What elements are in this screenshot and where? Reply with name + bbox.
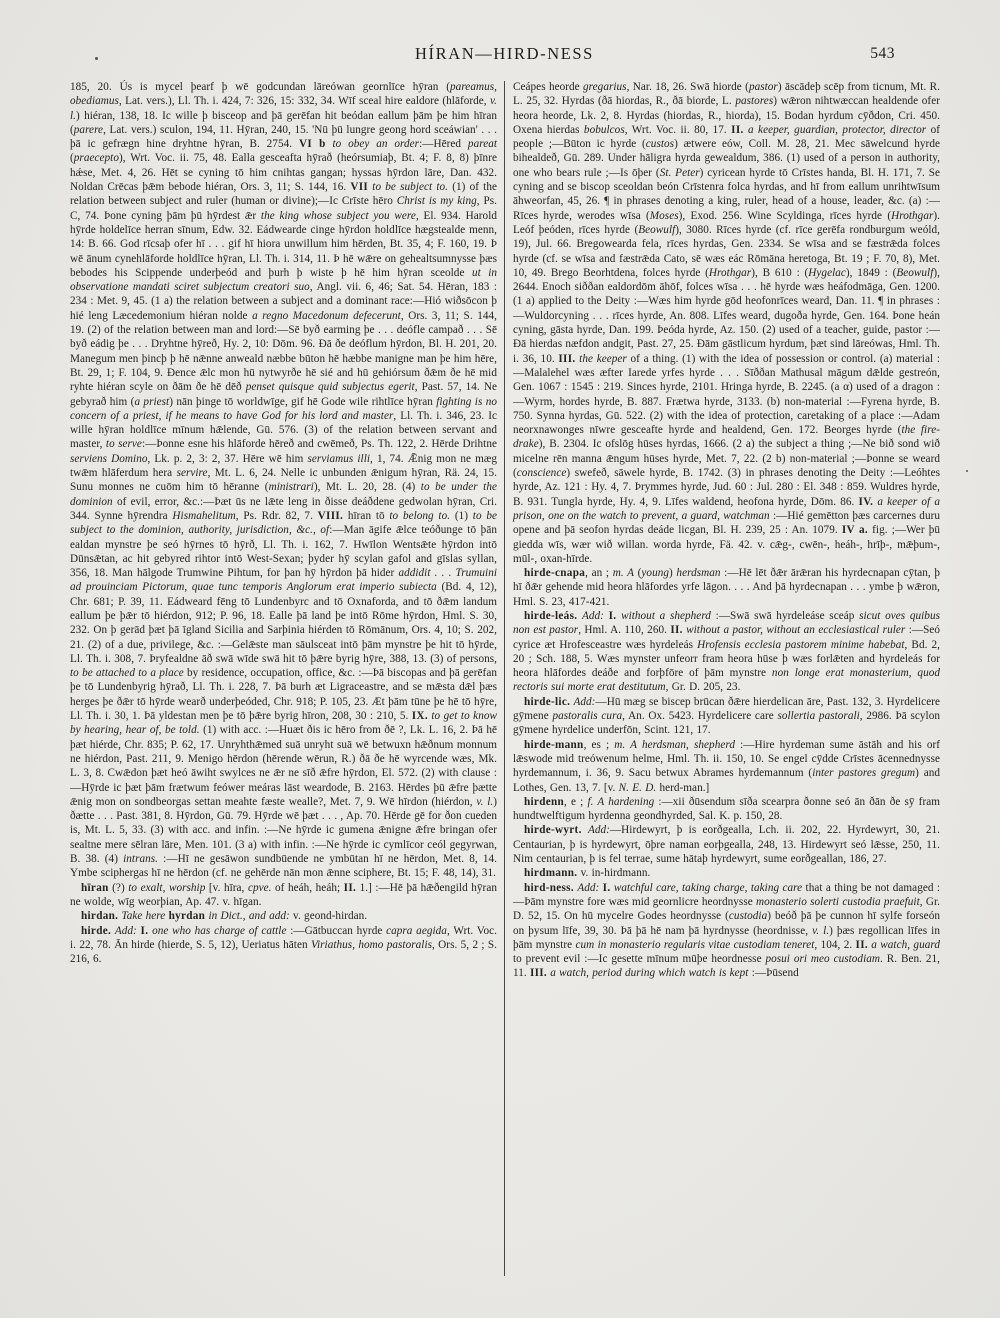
- text-columns: [70, 80, 940, 1276]
- running-head: [72, 44, 937, 66]
- entry-hyran-continuation: 185, 20. Ús is mycel þearf þ wē godcundan lāreówan geornlīce hȳran (pareamus, obediamus, Lat. vers.), Ll. Th. i. 424, 7: 326, 15: 332, 34. Wīf sceal hire ealdore (hlāforde, v. l.) hiéran, 138, 18. Ic wille þ bisceop and þā gerēfan hit beódan eallum þām þe him hīran (parere, Lat. vers.) sculon, 194, 11. Hȳran, 240, 15. 'Nū þū lungre geong hord sceáwian' . . . þā ic gefrægn hine dryhtne hȳran, B. 2754. VI b to obey an order:—Hēred pareat (praecepto), Wrt. Voc. ii. 75, 48. Ealla gesceafta hȳrað (heórsumiaþ, Bt. 4; F. 8, 8) þīnre hǽse, Met. 4, 26. Hēt se cyning tō him cnihtas gangan; hyssas hȳrdon lāre, Dan. 432. Noldan Crēcas þǣm bebode hiéran, Ors. 3, 11; S. 144, 16. VII to be subject to. (1) of the relation between subject and ruler (human or divine);—Ic Crīste hēro Christ is my king, Ps. C, 74. Þone cyning þām þū hȳrdest ǣr the king whose subject you were, El. 934. Harold hȳrde holdelīce herran sīnum, Edw. 32. Eádwearde cinge hȳrdon holdlīce hægstealde menn, 14: B. 66. God rīcsaþ ofer hī . . . gif hī hiora unwillum him hērden, Bt. 35, 4; F. 160, 19. Þ wē ānum cynehlāforde holdlīce hȳran, Ll. Th. i. 314, 11. Þ hē wǣre on gehealtsumnysse þæs bebodes his Scippende underþeód and þurh þ wiste þ hē him hȳran sceolde ut in observatione mandati sciret subjectum creatori suo, Angl. vii. 6, 46; Sat. 54. Hēran, 183 : 234 : Met. 9, 45. (1 a) the relation between a subject and a dominant race:—Hió wiðsōcon þ hié leng Læcedemonium hiéran nolde a regno Macedonum defecerunt, Ors. 3, 11; S. 144, 19. (2) of the relation between man and lord:—Sē byð earming þe . . . deófle campað . . . Sē byð eádig þe . . . Dryhtne hȳreð, Hy. 2, 10: Dōm. 96. Ðā ðe deóflum hȳrdon, Bl. H. 201, 20. Manegum men þincþ þ hē nǣnne anweald næbbe būton hē hæbbe manigne man þe him hēre, Bt. 29, 1; F. 104, 9. Ðence ǣlc mon hū nytwyrðe hē sié and hū gehiórsum ðǣm ðe hē mid ryhte hiéran scyle on ðām ðe hē dēð penset quisque quid subjectus egerit, Past. 57, 14. Ne gebyrað him (a priest) nān þinge tō worldwīge, gif hē Gode wile rihtlīce hȳran fighting is no concern of a priest, if he means to have God for his lord and master, Ll. Th. i. 346, 23. Ic wille hȳran holdlīce mīnum hǣlende, Gū. 576. (3) of the relation between servant and master, to serve:—Þonne esne his hlāforde hēreð and cwēmeð, Ps. Th. 122, 2. Hērde Drihtne serviens Domino, Lk. p. 2, 3: 2, 37. Hēre wē him serviamus illi, 1, 74. Ǣnig mon ne mæg twǣm hlāferdum hera servire, Mt. L. 6, 24. Nelle ic unbunden ǣnigum hȳran, Rä. 24, 15. Sunu monnes ne cuōm him tō hēranne (ministrari), Mt. L. 20, 28. (4) to be under the dominion of evil, error, &c.:—Þæt ūs ne lǣte leng in ðisse deáðdene gedwolan hȳran, Cri. 344. Synne hȳrendra Hismahelitum, Ps. Rdr. 82, 7. VIII. hīran tō to belong to. (1) to be subject to the dominion, authority, jurisdiction, &c., of:—Man āgife ǣlce teóðunge tō þān ealdan mynstre þe seó hȳrnes tō hȳrð, Ll. Th. i. 162, 7. Hwīlon Wentsǣte hȳrdon intō Dūnsǣtan, ac hit gebyred rihtor intō West-Sexan; þyder hȳ scylan gafol and gīslas syllan, 356, 18. Man hālgode Trumwine Pihtum, for þan hȳ hȳrdon þā hider addidit . . . Trumuini ad prouinciam Pictorum, quae tunc temporis Anglorum erat imperio subiecta (Bd. 4, 12), Chr. 681; P. 39, 11. Eádweard fēng tō Lundenbyrc and tō Oxnaforda, and tō ðǣm landum eallum þe þǣr tō hiérdon, 912; P. 96, 18. Ealle þā land þe intō Rōme hȳrdon, Hml. S. 30, 232. On þ gerād þæt þā īgland Sicilia and Sarþinia hiérden tō Rōmānum, Ors. 4, 10; S. 202, 21. (2) of a due, privilege, &c. :—Gelǣste man sāulsceat intō þām mynstre þe hit tō hȳrde, Ll. Th. i. 308, 7. Þryfealdne āð swā wīde swā hit tō þǣre byrig hȳre, 388, 13. (3) of persons, to be attached to a place by residence, occupation, office, &c. :—Þā biscopas and þā gerēfan þe tō Lundenbyrig hȳrað, Ll. Th. i. 228, 7. Þā burh æt Ligraceastre, and se mǣsta dǣl þæs herges þe ðǣr tō hȳrde wearð underþeóded, Chr. 918; P. 105, 23. Æt þām tūne þe hē tō hȳre, Ll. Th. i. 30, 1. Þā yldestan men þe tō þǣre byrig hīron, 208, 30 : 210, 5. IX. to get to know by hearing, hear of, be told. (1) with acc. :—Huæt ðis ic hēro from ðē ?, Lk. L. 16, 2. Þā hē þæt hiérde, Chr. 835; P. 62, 17. Unryhthǣmed suā unryht suā wē betwuxn hǣðnum monnum ne hiérdon, Past. 211, 9. Menigo hērdon (hērende wērun, R.) ðā ðe hē wyrcende wæs, Mk. L. 3, 8. Cwǣdon þæt heó āwiht swylces ne ǣr ne sīð ǣfre hȳrdon, El. 572. (2) with clause :—Hȳrde ic þæt þām frætwum feówer meáras lāst weardode, B. 2163. Hērdes þū ǣfre þætte ǣnig mon on sondbeorgas settan meahte fæste wealle?, Met. 7, 9. Wē hīrdon (hiérdon, v. l.) ðætte . . . Past. 381, 8. Hȳrdon, Gū. 79. Hȳrde wē þæt . . . , Ap. 70. Hērde gē for ðon cueden is, Mt. L. 5, 33. (3) with acc. and infin. :—Ne hȳrde ic gumena ǣnigne ǣfre bringan ofer sealtne mere sēlran lāre, Men. 101. (3 a) with infin. :—Ne hȳrde ic cymlīcor ceól gegyrwan, B. 38. (4) intrans. :—Hī ne gesāwon sundbūende ne ymbūtan hī ne hērdon, Met. 8, 14. Ymbe sciphergas hī ne hērdon (cf. ne gehērde nān mon ǣnne sciphere, Bt. 15; F. 48, 14), 31.: [70, 81, 498, 880]
- scan-speck: [966, 470, 968, 472]
- entry-hirdan: hirdan. Take here hyrdan in Dict., and add: v. geond-hirdan.: [81, 910, 368, 923]
- entry-hirde-leas: hirde-leás. Add: I. without a shepherd :—Swā swā hyrdeleáse sceáp sicut oves quibus non est pastor, Hml. A. 110, 260. II. without a pastor, without an ecclesiastical ruler :—Seó cyrice æt Hrofesceastre wæs hyrdeleás Hrofensis ecclesia pastorem minime habebat, Bd. 2, 20 ; Sch. 188, 5. Wæs mynster unfeorr fram heora hūse þ wæs forlǣten and hyrdeleás for heora hlāfordes deáðe and forþfōre of þām mynstre non longe erat monasterium, quod rectoris sui morte erat destitutum, Gr. D. 205, 23.: [513, 609, 940, 694]
- scan-speck: [95, 57, 98, 60]
- entry-hirde-lic: hirde-lic. Add:—Hū mæg se biscep brūcan ðǣre hierdelican āre, Past. 132, 3. Hyrdelicere gȳmene pastoralis cura, An. Ox. 5423. Hyrdelicere care sollertia pastorali, 2986. Þā scylon gȳmene hyrdelice underfōn, Scint. 121, 17.: [513, 695, 940, 737]
- entry-hiran-exalt: hīran (?) to exalt, worship [v. hīra, cpve. of heáh, heáh; II. 1.] :—Hē þā hǣðengild hȳran ne wolde, wīg weorþian, Ap. 47. v. hīgan.: [70, 881, 497, 908]
- entry-hirde-mann: hirde-mann, es ; m. A herdsman, shepherd :—Hire hyrdeman sume āstāh and his orf lǣswode mid treówenum helme, Hml. Th. ii. 150, 10. Se engel cȳdde Crīstes ācennednysse hyrdemannum, i. 36, 9. Sacu betwux Abrames hyrdemannum (inter pastores gregum) and Lothes, Gen. 13, 7. [v. N. E. D. herd-man.]: [513, 738, 940, 794]
- entry-hirdenn: hirdenn, e ; f. A hardening :—xii ðūsendum sīða scearpra ðonne seó ān ðān ðe sȳ fram hundtwelftigum hyrdenna geondhyrded, Sal. K. p. 150, 28.: [513, 795, 940, 823]
- entry-hirde: hirde. Add: I. one who has charge of cattle :—Gātbuccan hyrde capra aegida, Wrt. Voc. i. 22, 78. Ān hirde (hierde, S. 5, 12), Ueriatus hāten Viriathus, homo pastoralis, Ors. 5, 2 ; S. 216, 6.: [70, 924, 498, 966]
- left-column: [70, 80, 504, 1276]
- entry-hirde-continuation: Ceápes heorde gregarius, Nar. 18, 26. Swā hiorde (pastor) āscādeþ scēp from ticnum, Mt. R. L. 25, 32. Hyrdas (ðā hiordas, R., ðā biorde, L. pastores) wǣron nihtwæccan healdende ofer heora heorde, Lk. 2, 8. Hyrdas (hiordas, R., hiorda), 15. Bodan hyrdum cȳðdon, Cri. 450. Oxena hierdas bobulcos, Wrt. Voc. ii. 80, 17. II. a keeper, guardian, protector, director of people ;—Būton ic hyrde (custos) ætwere eów, Coll. M. 28, 21. Mec sāwelcund hyrde bihealdeð, Gū. 289. Under hāligra hyrda gewealdum, 386. (1) used of a person in authority, one who bears rule ;—Is ōþer (St. Peter) cyricean hyrde tō Crīstes handa, Bl. H. 171, 7. Se cyning and se biscop sceoldan beón Crīstenra folca hyrdas, and hī from eallum unrihtwīsum āhweorfan, 45, 26. ¶ in phrases denoting a king, ruler, head of a house, leader, &c. (a) :—Rīces hyrde, werodes wīsa (Moses), Exod. 256. Wine Scyldinga, rīces hyrde (Hrothgar). Leóf þeóden, rīces hyrde (Beowulf), 3080. Rīces hyrde (cf. rīce gerēfa rondburgum weóld, 19), Jul. 66. Bregowearda fela, rīces hyrdas, Gen. 2334. Se wīsa and se fæstrǣda folces hyrde (cf. se wīsa and fæstrǣda Cato, sē wæs eác Rōmāna heretoga, Bt. 19 ; F. 70, 8), Met. 10, 49. Brego Beorhtdena, folces hyrde (Hrothgar), B 610 : (Hygelac), 1849 : (Beowulf), 2644. Enoch siððan ealdordōm āhōf, folces wīsa . . . hē hyrde wæs heáfodmāga, Gen. 1200. (1 a) applied to the Deity :—Wæs him hyrde gōd heofonrīces weard, Dan. 11. ¶ in phrases :—Wuldorcyning . . . rīces hyrde, An. 808. Līfes weard, dugoða hyrde, Gen. 164. Þone heán cyning, gāsta hyrde, Dan. 199. Þeóda hyrde, Az. 150. (2) used of a teacher, guide, pastor :—Ðā hierdas næfdon andgit, Past. 27, 25. Ðām gāstlicum hyrdum, þæt sind lāreówas, Hml. Th. i. 36, 10. III. the keeper of a thing. (1) with the idea of possession or control. (a) material :—Malalehel wæs æfter Iarede yrfes hyrde . . . Sīððan Mathusal māgum dǣlde gestreón, Gen. 1067 : 1545 : 219. Sinces hyrde, 2101. Hringa hyrde, B. 2245. (a α) used of a dragon :—Wyrm, hordes hyrde, B. 887. Frætwa hyrde, 3133. (b) non-material :—Fyrena hyrde, B. 750. Synna hyrdas, Gū. 522. (2) with the idea of protection, caretaking of a place :—Adam neorxnawonges nīwre gesceafte hyrde and healdend, Gen. 172. Beorges hyrde (the fire-drake), B. 2304. Ic ofslōg hūses hyrdas, 1666. (2 a) the subject a thing ;—Ne bið sond wið micelne rēn manna ǣngum hūses hyrde, Met. 7, 22. (2 b) non-material ;—Þonne se weard (conscience) swefeð, sāwele hyrde, B. 1742. (3) in phrases denoting the Deity :—Leóhtes hyrde, Az. 121 : Hy. 4, 7. Þrymmes hyrde, Jud. 60 : Jul. 280 : El. 348 : 859. Wuldres hyrde, B. 931. Tungla hyrde, Hy. 4, 9. Līfes waldend, heofona hyrde, Dōm. 86. IV. a keeper of a prison, one on the watch to prevent, a guard, watchman :—Hié gemētton þæs carcernes duru opene and þā seofon hyrdas deáde licgan, Bl. H. 239, 25 : An. 1079. IV a. fig. ;—Wer þū giedda wīs, wær wið willan. worda hyrde, Fä. 42. v. cǣg-, cwēn-, heáh-, hrīþ-, mǣþum-, mūl-, oxan-hīrde.: [513, 81, 940, 565]
- right-column: [505, 80, 940, 1276]
- page-header-title: HÍRAN—HIRD-NESS: [415, 44, 594, 63]
- entry-hirdmann: hirdmann. v. in-hirdmann.: [524, 867, 651, 880]
- page-number: 543: [870, 45, 895, 62]
- entry-hird-ness: hird-ness. Add: I. watchful care, taking charge, taking care that a thing be not damaged :—Þām mynstre fore wæs mid geornlicre heordnysse monasterio solerti custodia praefuit, Gr. D. 52, 15. On hū mycelre Godes heordnysse (custodia) beóð þā þe cunnon hī sylfe forseón on þysum līfe, 39, 30. Þā þā hē nam þā hyrdnysse (heordnisse, v. l.) þæs regollican līfes in þām mynstre cum in monasterio regularis vitae custodiam teneret, 104, 2. II. a watch, guard to prevent evil :—Ic gesette mīnum mūþe heordnesse posui ori meo custodiam. R. Ben. 21, 11. III. a watch, period during which watch is kept :—Þūsend: [513, 881, 940, 980]
- entry-hirde-cnapa: hirde-cnapa, an ; m. A (young) herdsman :—Hē lēt ðǣr ārǣran his hyrdecnapan cȳtan, þ hī ðǣr gehende mid heora hlāfordes yrfe lāgon. . . . And þā hyrdecnapan . . . ymbe þ wǣron, Hml. S. 23, 417-421.: [513, 567, 940, 608]
- entry-hirde-wyrt: hirde-wyrt. Add:—Hirdewyrt, þ is eorðgealla, Lch. ii. 202, 22. Hyrdewyrt, 30, 21. Centaurian, þ is hyrdewyrt, ōþre naman eorþgealla, 248, 13. Hirdewyrt seó lǣsse, 250, 11. Nim centaurian, þ is fel terrae, sume hātaþ hyrdewyrt, sume eorðgeallan, 186, 27.: [513, 824, 940, 866]
